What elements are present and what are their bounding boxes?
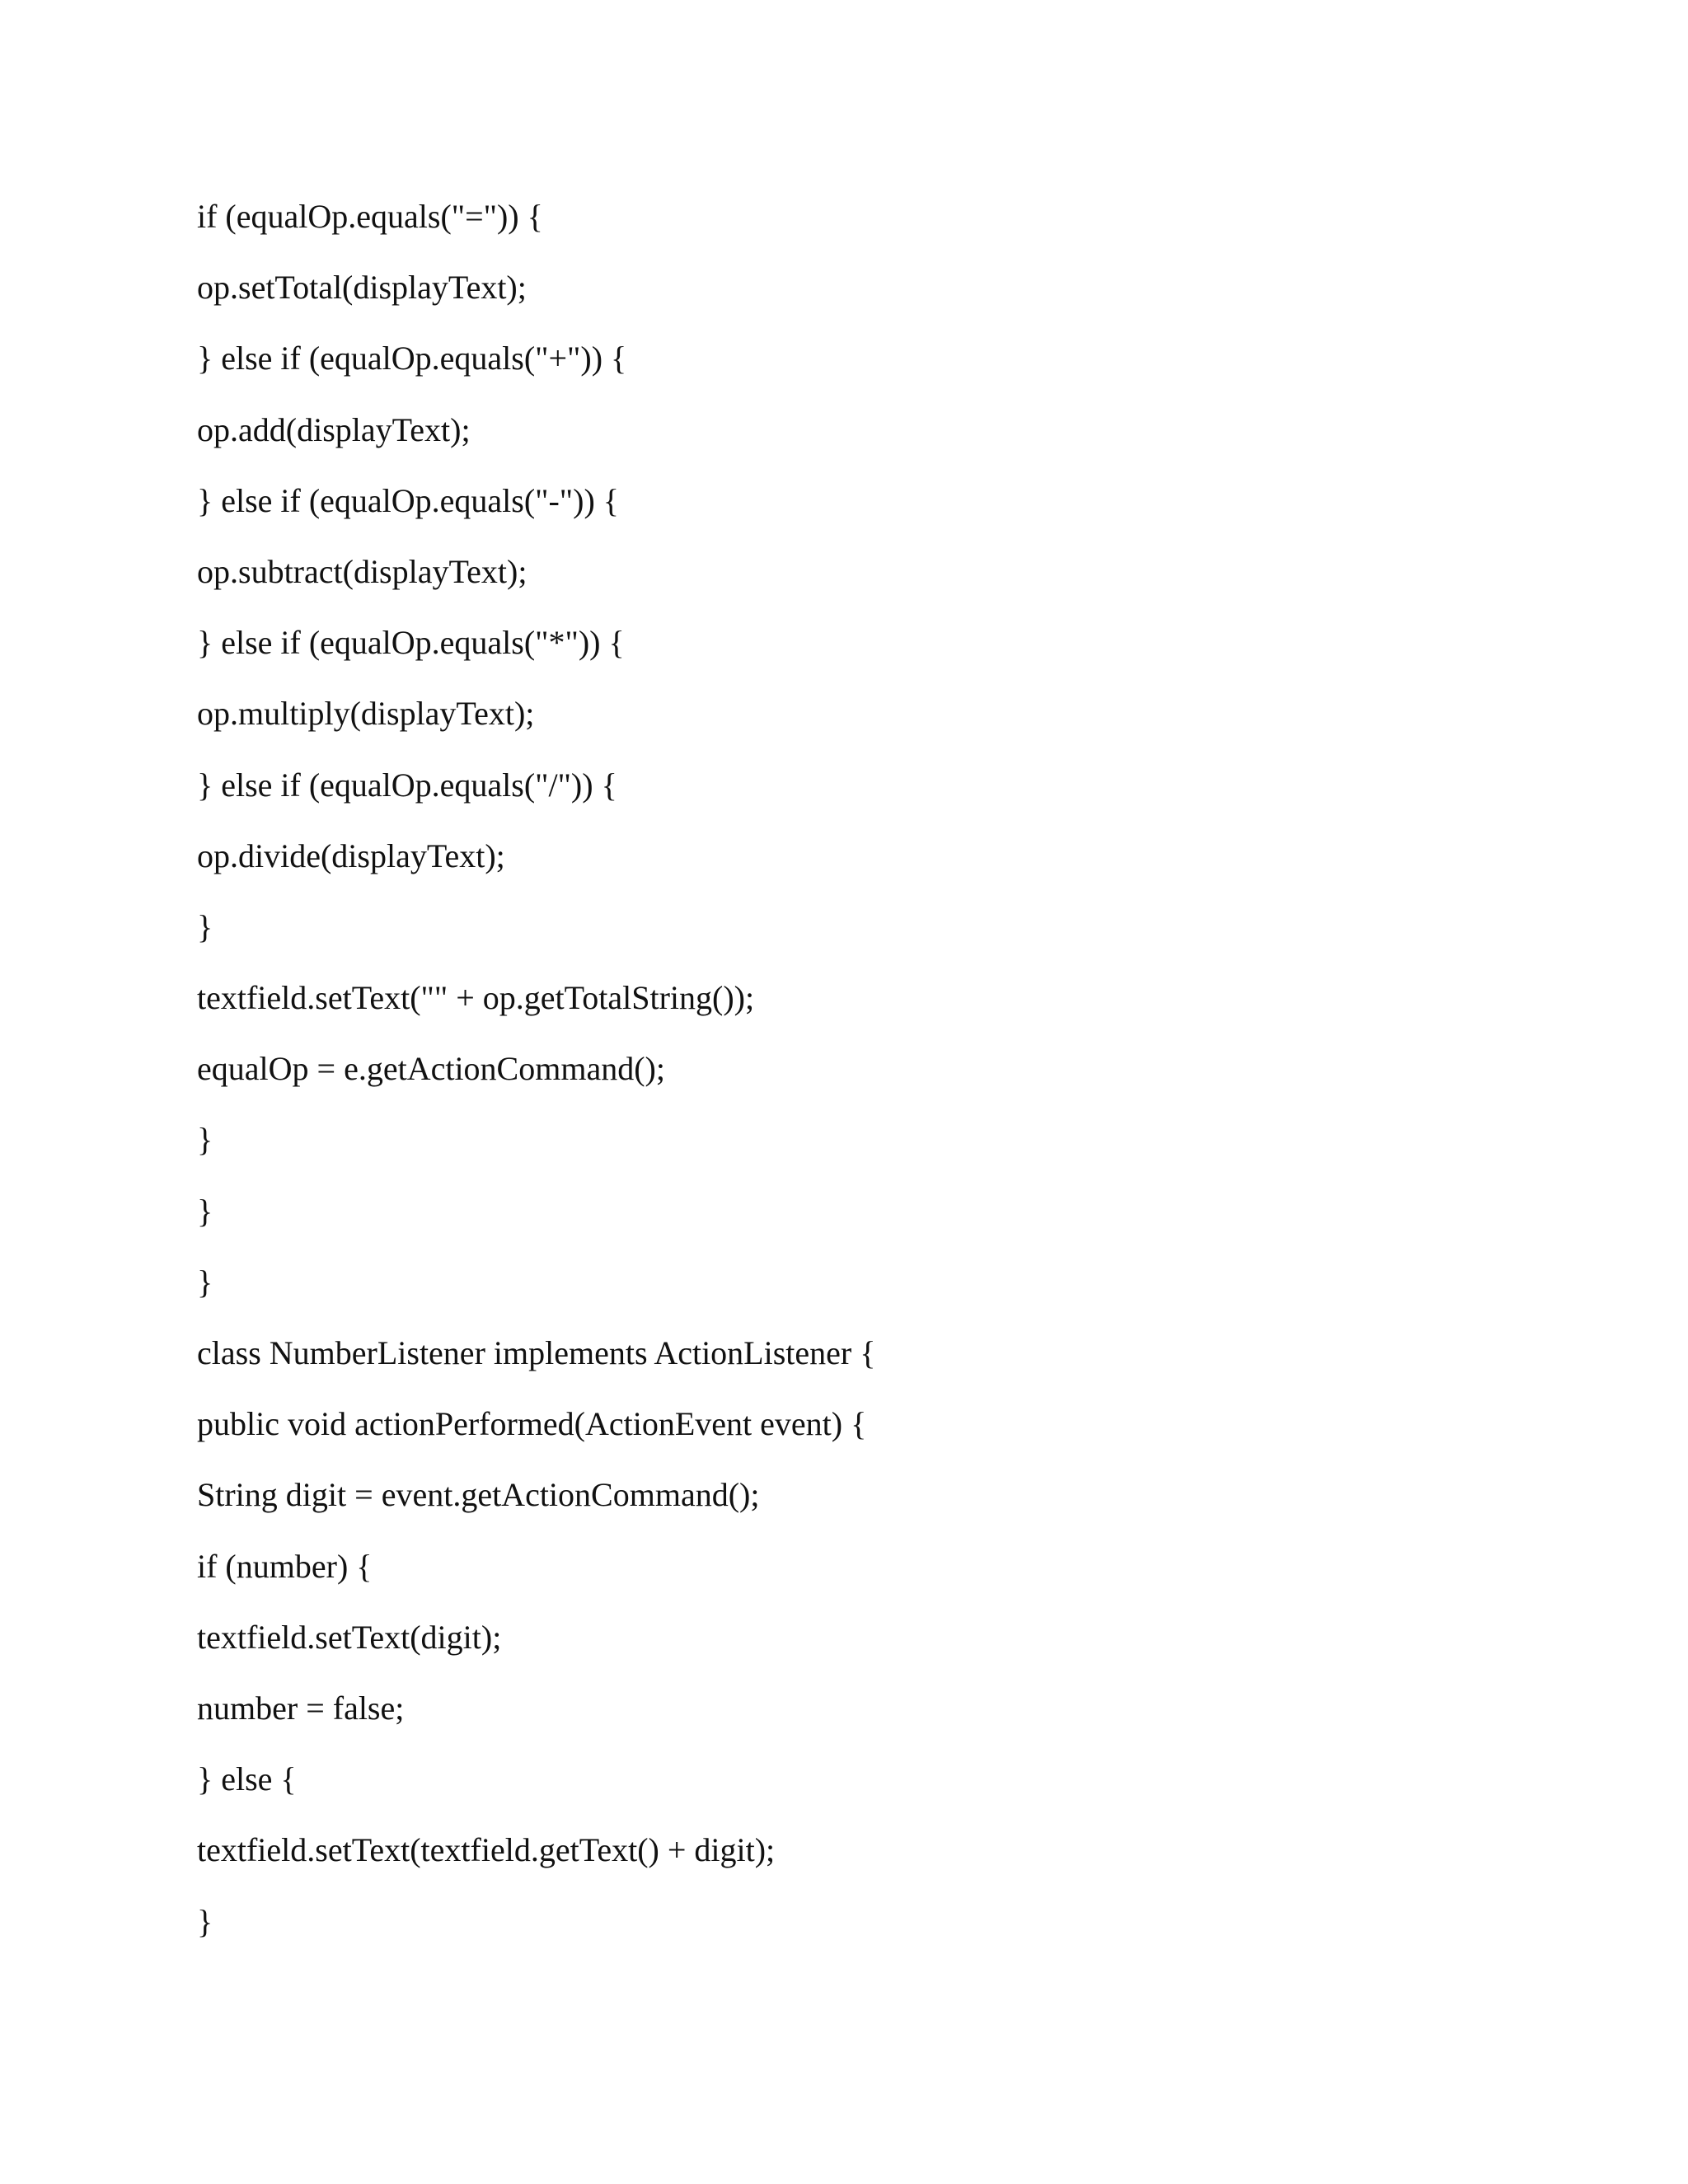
- code-line: equalOp = e.getActionCommand();: [197, 1050, 665, 1088]
- code-line: textfield.setText("" + op.getTotalString());: [197, 979, 755, 1017]
- code-line: op.subtract(displayText);: [197, 552, 528, 590]
- code-line: } else if (equalOp.equals("/")) {: [197, 766, 617, 804]
- code-line: op.divide(displayText);: [197, 837, 505, 874]
- code-line: class NumberListener implements ActionListener {: [197, 1334, 876, 1371]
- code-line: } else {: [197, 1760, 297, 1798]
- code-line: textfield.setText(digit);: [197, 1618, 502, 1656]
- code-line: op.add(displayText);: [197, 410, 471, 448]
- code-line: if (number) {: [197, 1547, 373, 1585]
- code-line: }: [197, 907, 213, 945]
- code-listing: [197, 192, 875, 1968]
- code-line: if (equalOp.equals("=")) {: [197, 198, 543, 235]
- code-line: op.multiply(displayText);: [197, 695, 535, 733]
- code-line: } else if (equalOp.equals("-")) {: [197, 481, 619, 519]
- code-line: } else if (equalOp.equals("+")) {: [197, 340, 627, 377]
- code-line: }: [197, 1263, 213, 1301]
- code-line: String digit = event.getActionCommand();: [197, 1476, 760, 1514]
- code-line: op.setTotal(displayText);: [197, 269, 527, 307]
- code-line: }: [197, 1902, 213, 1940]
- code-line: number = false;: [197, 1689, 405, 1727]
- code-line: textfield.setText(textfield.getText() + digit);: [197, 1831, 776, 1869]
- code-line: public void actionPerformed(ActionEvent event) {: [197, 1405, 867, 1443]
- code-line: }: [197, 1121, 213, 1159]
- code-line: } else if (equalOp.equals("*")) {: [197, 624, 625, 662]
- code-line: }: [197, 1192, 213, 1230]
